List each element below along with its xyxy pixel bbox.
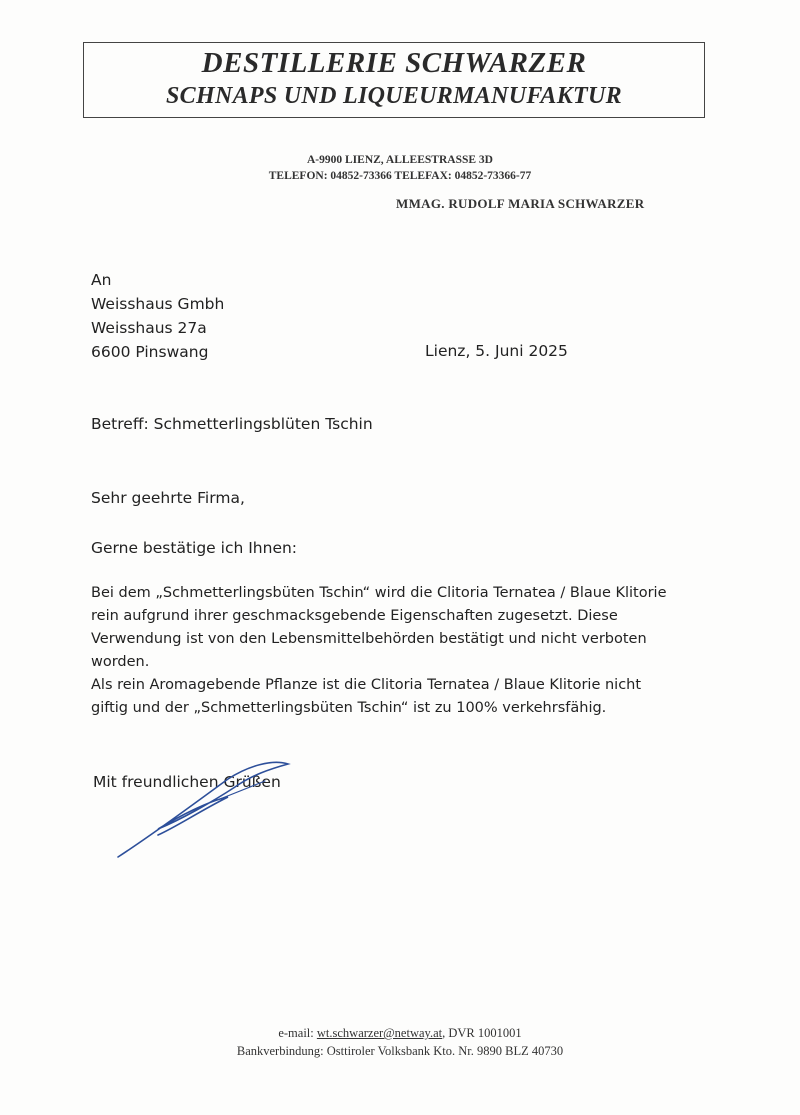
body-line: Bei dem „Schmetterlingsbüten Tschin“ wird die Clitoria Ternatea / Blaue Klitorie <box>91 585 667 601</box>
company-phone: TELEFON: 04852-73366 TELEFAX: 04852-73366-77 <box>268 170 532 182</box>
salutation: Sehr geehrte Firma, <box>91 489 245 507</box>
email-link[interactable]: wt.schwarzer@netway.at <box>316 1026 443 1040</box>
company-address: A-9900 LIENZ, ALLEESTRASSE 3D <box>307 154 493 166</box>
recipient-to: An <box>91 271 112 289</box>
body-line: worden. <box>91 654 150 670</box>
letterhead-box <box>83 42 705 118</box>
body-line: giftig und der „Schmetterlingsbüten Tschin“ ist zu 100% verkehrsfähig. <box>91 700 607 716</box>
recipient-name: Weisshaus Gmbh <box>91 295 225 313</box>
intro-line: Gerne bestätige ich Ihnen: <box>91 539 298 557</box>
body-line: Als rein Aromagebende Pflanze ist die Clitoria Ternatea / Blaue Klitorie nicht <box>91 677 642 693</box>
recipient-city: 6600 Pinswang <box>91 343 209 361</box>
company-name: DESTILLERIE SCHWARZER <box>201 47 587 79</box>
owner-name: MMAG. RUDOLF MARIA SCHWARZER <box>396 196 645 211</box>
footer-bank: Bankverbindung: Osttiroler Volksbank Kto. Nr. 9890 BLZ 40730 <box>236 1044 564 1058</box>
recipient-street: Weisshaus 27a <box>91 319 207 337</box>
footer-contact <box>150 1026 650 1041</box>
place-date: Lienz, 5. Juni 2025 <box>425 342 568 360</box>
subject-line: Betreff: Schmetterlingsblüten Tschin <box>91 415 373 433</box>
closing: Mit freundlichen Grüßen <box>93 773 281 791</box>
body-line: Verwendung ist von den Lebensmittelbehörden bestätigt und nicht verboten <box>91 631 647 647</box>
dvr-number: , DVR 1001001 <box>442 1026 522 1040</box>
company-tagline: SCHNAPS UND LIQUEURMANUFAKTUR <box>166 83 622 109</box>
signature-scribble <box>100 755 310 865</box>
email-label: e-mail: <box>278 1026 314 1040</box>
body-line: rein aufgrund ihrer geschmacksgebende Eigenschaften zugesetzt. Diese <box>91 608 618 624</box>
